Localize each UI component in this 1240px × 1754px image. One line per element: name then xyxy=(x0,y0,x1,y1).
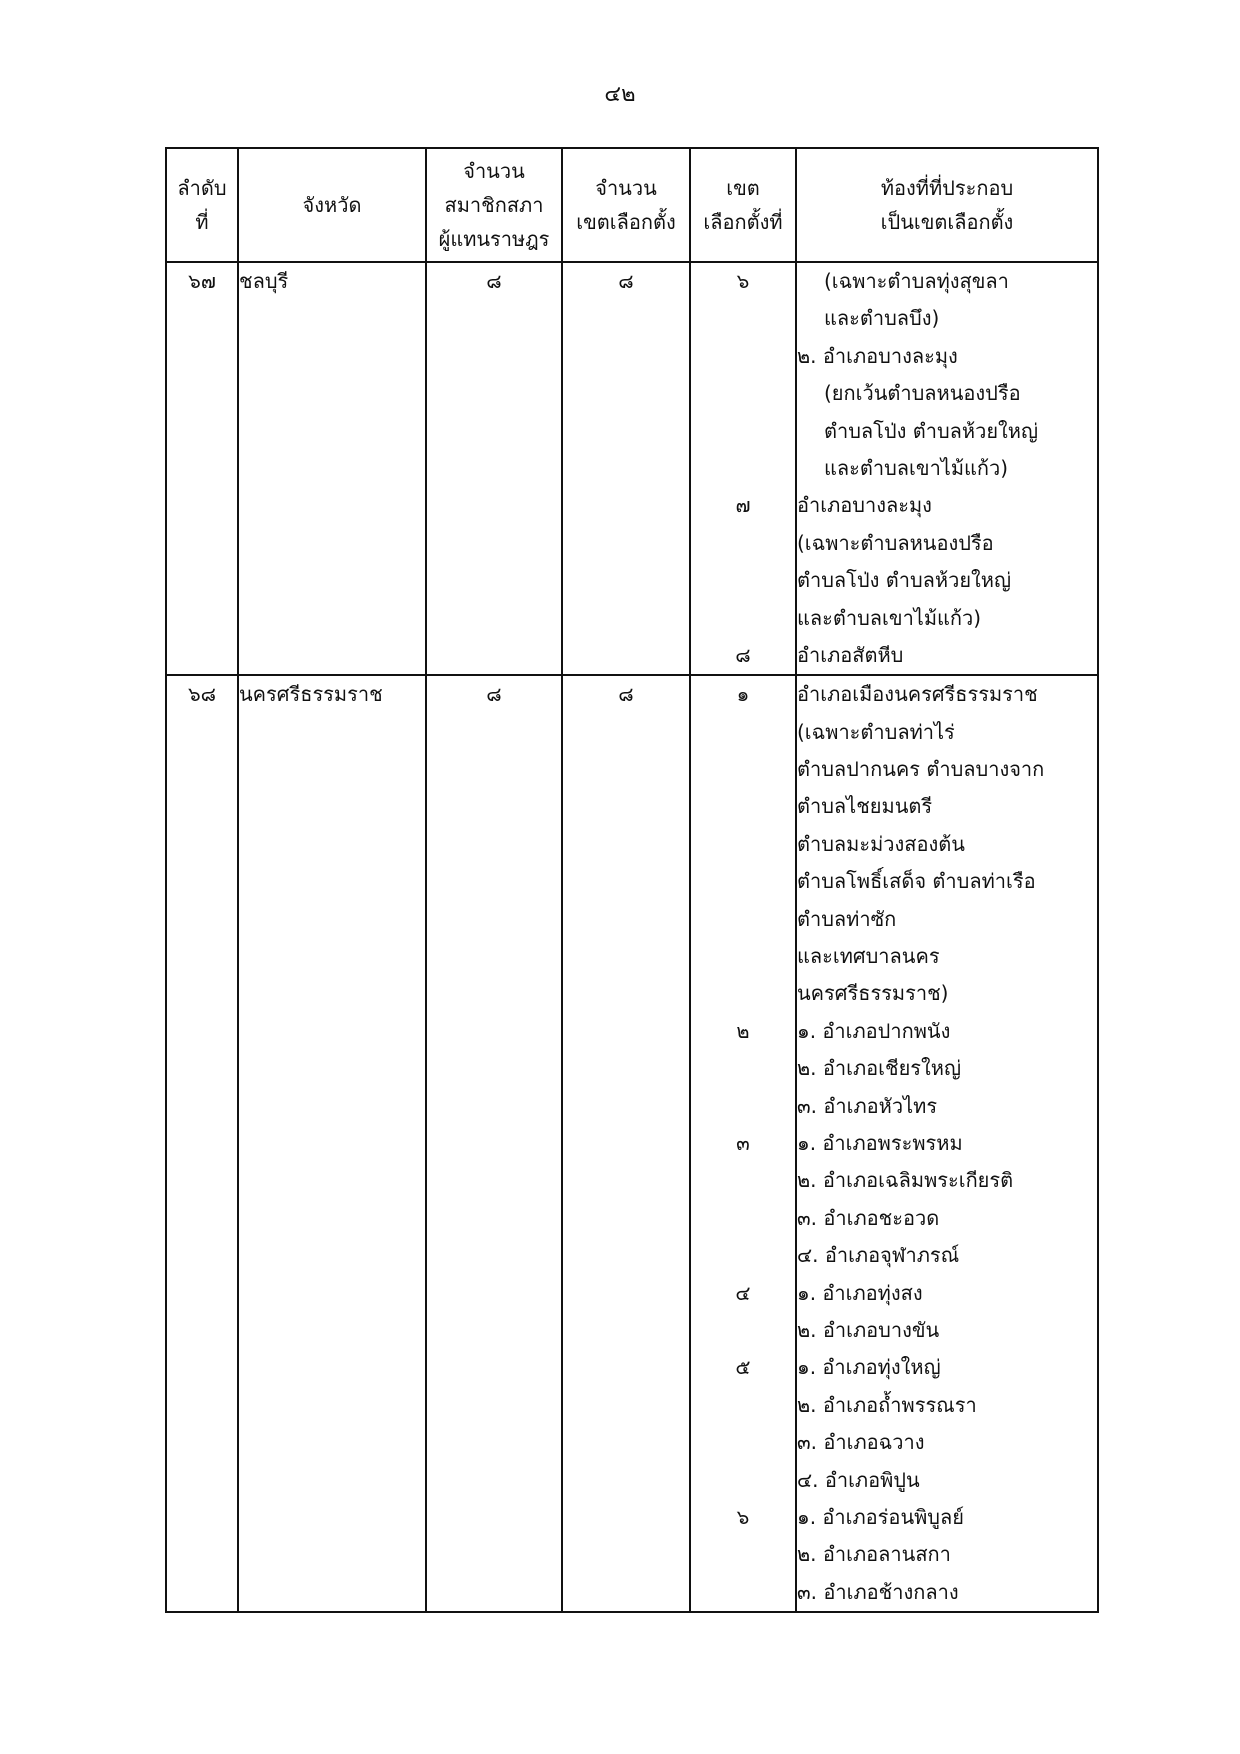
district-number: ๒ xyxy=(736,1018,750,1043)
area-line: ๒. อำเภอบางขัน xyxy=(797,1317,940,1342)
area-line: ตำบลโพธิ์เสด็จ ตำบลท่าเรือ xyxy=(797,869,1036,894)
area-line: ๒. อำเภอเฉลิมพระเกียรติ xyxy=(797,1168,1014,1193)
row-province: ชลบุรี xyxy=(238,262,426,675)
page-number: ๔๒ xyxy=(604,82,636,107)
header-members: จำนวน สมาชิกสภา ผู้แทนราษฎร xyxy=(426,148,562,262)
district-number: ๓ xyxy=(736,1130,750,1155)
row-members: ๘ xyxy=(426,262,562,675)
area-line: ตำบลโป่ง ตำบลห้วยใหญ่ xyxy=(824,418,1039,443)
district-number xyxy=(691,1200,795,1237)
district-number: ๔ xyxy=(735,1280,751,1305)
area-line: และตำบลเขาไม้แก้ว) xyxy=(797,605,982,630)
row-order: ๖๘ xyxy=(166,675,238,1612)
district-number xyxy=(691,1462,795,1499)
area-line: ๑. อำเภอร่อนพิบูลย์ xyxy=(797,1504,964,1529)
area-line: และตำบลบึง) xyxy=(824,306,940,331)
district-number: ๗ xyxy=(735,493,751,518)
district-number xyxy=(691,751,795,788)
header-areas: ท้องที่ที่ประกอบ เป็นเขตเลือกตั้ง xyxy=(796,148,1098,262)
area-line: ๒. อำเภอเชียรใหญ่ xyxy=(797,1056,962,1081)
header-order: ลำดับ ที่ xyxy=(166,148,238,262)
row-order: ๖๗ xyxy=(166,262,238,675)
area-line: ๓. อำเภอฉวาง xyxy=(797,1430,925,1455)
area-line: ๑. อำเภอทุ่งสง xyxy=(797,1280,923,1305)
district-number xyxy=(691,1574,795,1611)
district-number: ๖ xyxy=(736,1504,750,1529)
header-districts: จำนวน เขตเลือกตั้ง xyxy=(562,148,690,262)
district-number xyxy=(691,338,795,375)
area-line: ๒. อำเภอลานสกา xyxy=(797,1542,951,1567)
header-province: จังหวัด xyxy=(238,148,426,262)
district-number xyxy=(691,600,795,637)
table-row xyxy=(166,675,1098,1612)
district-number xyxy=(691,562,795,599)
district-number xyxy=(691,413,795,450)
area-line: ตำบลท่าซัก xyxy=(797,906,897,931)
area-line: ๔. อำเภอพิปูน xyxy=(797,1467,920,1492)
area-line: (เฉพาะตำบลทุ่งสุขลา xyxy=(824,269,1009,293)
area-line: ตำบลปากนคร ตำบลบางจาก xyxy=(797,757,1045,782)
area-line: ๑. อำเภอทุ่งใหญ่ xyxy=(797,1355,941,1380)
row-districts: ๘ xyxy=(562,675,690,1612)
row-province: นครศรีธรรมราช xyxy=(238,675,426,1612)
row-areas xyxy=(796,675,1098,1612)
district-number: ๑ xyxy=(736,682,750,707)
district-number xyxy=(691,1088,795,1125)
district-number xyxy=(691,1162,795,1199)
area-line: และเทศบาลนคร xyxy=(797,944,940,969)
area-line: ๒. อำเภอถ้ำพรรณรา xyxy=(797,1392,977,1417)
district-number xyxy=(691,788,795,825)
district-number xyxy=(691,525,795,562)
district-number xyxy=(691,1424,795,1461)
area-line: ๓. อำเภอชะอวด xyxy=(797,1205,940,1230)
row-areas xyxy=(796,262,1098,675)
row-districts: ๘ xyxy=(562,262,690,675)
district-number xyxy=(691,1050,795,1087)
district-number xyxy=(691,975,795,1012)
area-line: ตำบลมะม่วงสองต้น xyxy=(797,831,965,856)
area-line: และตำบลเขาไม้แก้ว) xyxy=(824,455,1009,480)
header-district-no: เขต เลือกตั้งที่ xyxy=(690,148,796,262)
area-line: (ยกเว้นตำบลหนองปรือ xyxy=(824,381,1021,406)
area-line: ตำบลโป่ง ตำบลห้วยใหญ่ xyxy=(797,568,1012,593)
district-number xyxy=(691,826,795,863)
district-number xyxy=(691,863,795,900)
district-number xyxy=(691,300,795,337)
area-line: ตำบลไชยมนตรี xyxy=(797,794,933,819)
area-line: (เฉพาะตำบลท่าไร่ xyxy=(797,719,955,744)
district-number xyxy=(691,901,795,938)
table-header-row xyxy=(166,148,1098,262)
district-number xyxy=(691,714,795,751)
area-line: ๓. อำเภอหัวไทร xyxy=(797,1093,938,1118)
area-line: ๒. อำเภอบางละมุง xyxy=(797,343,958,368)
area-line: ๑. อำเภอพระพรหม xyxy=(797,1130,963,1155)
district-number xyxy=(691,938,795,975)
row-members: ๘ xyxy=(426,675,562,1612)
area-line: ๓. อำเภอช้างกลาง xyxy=(797,1579,959,1604)
district-number xyxy=(691,1387,795,1424)
district-number xyxy=(691,1312,795,1349)
district-number xyxy=(691,1237,795,1274)
district-number xyxy=(691,375,795,412)
electoral-district-table xyxy=(165,147,1099,1613)
district-number: ๘ xyxy=(735,642,751,667)
row-district-numbers xyxy=(690,262,796,675)
area-line: ๑. อำเภอปากพนัง xyxy=(797,1018,951,1043)
district-number xyxy=(691,1536,795,1573)
table-row xyxy=(166,262,1098,675)
area-line: (เฉพาะตำบลหนองปรือ xyxy=(797,530,994,555)
area-line: นครศรีธรรมราช) xyxy=(797,981,949,1006)
area-line: ๔. อำเภอจุฬาภรณ์ xyxy=(797,1243,960,1268)
row-district-numbers xyxy=(690,675,796,1612)
area-line: อำเภอเมืองนครศรีธรรมราช xyxy=(797,682,1038,707)
district-number: ๕ xyxy=(735,1355,751,1380)
district-number xyxy=(691,450,795,487)
area-line: อำเภอบางละมุง xyxy=(797,493,932,518)
district-number: ๖ xyxy=(736,269,750,293)
area-line: อำเภอสัตหีบ xyxy=(797,642,904,667)
